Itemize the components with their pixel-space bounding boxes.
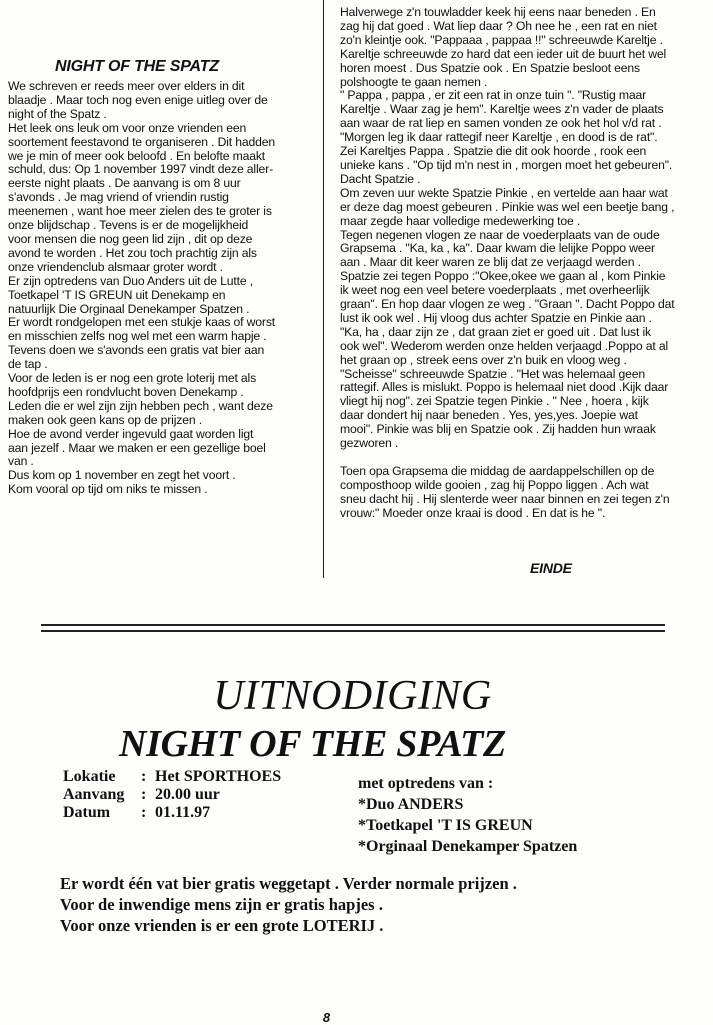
invitation-subtitle: NIGHT OF THE SPATZ bbox=[119, 723, 506, 765]
performer-item: *Toetkapel 'T IS GREUN bbox=[358, 817, 533, 834]
article-paragraph: Hoe de avond verder ingevuld gaat worden ligt aan jezelf . Maar we maken er een gezellige boel van . bbox=[8, 426, 266, 469]
article-paragraph: Kom vooral op tijd om niks te missen . bbox=[8, 482, 208, 497]
article-paragraph: Leden die er wel zijn zijn hebben pech , want deze maken ook geen kans op de prijzen . bbox=[8, 398, 273, 427]
detail-row bbox=[63, 768, 281, 786]
detail-row bbox=[63, 786, 281, 804]
story-paragraph: Toen opa Grapsema die middag de aardappelschillen op de composthoop wilde gooien , zag hij Poppo liggen . Ach wat sneu dacht hij . Hij slenterde weer naar binnen en zei tegen z'n vrouw:" Moeder onze kraai is dood . En dat is he ". bbox=[340, 464, 670, 520]
statement-line: Voor onze vrienden is er een grote LOTERIJ . bbox=[60, 916, 384, 935]
performers-block bbox=[358, 775, 577, 856]
story-paragraph: Om zeven uur wekte Spatzie Pinkie , en vertelde aan haar wat er deze dag moest gebeuren . Pinkie was wel een beetje bang , maar zegde haar volledige medewerking toe . bbox=[340, 185, 675, 228]
article-paragraph: Er wordt rondgelopen met een stukje kaas of worst en misschien zelfs nog wel met een warm hapje . bbox=[8, 315, 276, 344]
detail-label: Lokatie bbox=[63, 768, 116, 785]
section-divider-top bbox=[41, 624, 665, 626]
story-paragraph: " Pappa , pappa , er zit een rat in onze tuin ". "Rustig maar Kareltje . Waar zag je hem". Kareltje wees z'n vader de plaats aan waar de rat liep en samen vonden ze ook het hol v/d rat . "Morgen leg ik daar rattegif neer Kareltje , en dood is de rat". Zei Kareltjes Pappa . Spatzie die dit ook hoorde , rook een unieke kans . "Op tijd m'n nest in , morgen moet het gebeuren". Dacht Spatzie . bbox=[340, 88, 673, 186]
article-paragraph: We schreven er reeds meer over elders in dit blaadje . Maar toch nog even enige uitleg over de night of the Spatz . bbox=[8, 79, 268, 121]
performer-item: *Orginaal Denekamper Spatzen bbox=[358, 838, 578, 855]
story-end: EINDE bbox=[530, 560, 572, 576]
detail-value: 01.11.97 bbox=[155, 804, 211, 821]
detail-value: Het SPORTHOES bbox=[155, 768, 282, 785]
page-number: 8 bbox=[322, 1010, 331, 1025]
detail-colon: : bbox=[141, 786, 147, 803]
article-paragraph: Tevens doen we s'avonds een gratis vat bier aan de tap . bbox=[8, 343, 265, 372]
story-paragraph: Tegen negenen vlogen ze naar de voederplaats van de oude Grapsema . "Ka, ka , ka". Daar kwam die lelijke Poppo weer aan . Maar dit keer waren ze blij dat ze verjaagd werden . Spatzie zei tegen Poppo :"Okee,okee we gaan al , kom Pinkie ik weet nog een veel betere voederplaats , met overheerlijk graan". En hop daar vlogen ze weg . "Graan ". Dacht Poppo dat lust ik ook wel . Hij vloog dus achter Spatzie en Pinkie aan . bbox=[340, 227, 675, 325]
story-paragraph: "Ka, ha , daar zijn ze , dat graan ziet er goed uit . Dat lust ik ook wel". Wederom werden onze helden verjaagd .Poppo at al het graan op , streek eens over z'n buik en vloog weg . bbox=[340, 324, 669, 367]
article-title: NIGHT OF THE SPATZ bbox=[55, 58, 219, 75]
performers-heading: met optredens van : bbox=[358, 775, 494, 792]
article-paragraph: Voor de leden is er nog een grote loterij met als hoofdprijs een rondvlucht boven Denekamp . bbox=[8, 371, 257, 399]
column-divider bbox=[323, 0, 324, 578]
invitation-title: UITNODIGING bbox=[213, 673, 492, 719]
detail-row bbox=[63, 804, 281, 822]
detail-label: Aanvang bbox=[63, 786, 125, 803]
detail-colon: : bbox=[141, 768, 147, 785]
statement-line: Voor de inwendige mens zijn er gratis hapjes . bbox=[60, 895, 383, 914]
story-paragraph: "Scheisse" schreeuwde Spatzie . "Het was helemaal geen rattegif. Alles is mislukt. Poppo is helemaal niet dood .Kijk daar vliegt hij nog". zei Spatzie tegen Pinkie . " Nee , hoera , kijk daar dondert hij naar beneden . Yes, yes,yes. Joepie wat mooi". Pinkie was blij en Spatzie ook . Zij hadden hun wraak gezworen . bbox=[340, 366, 669, 451]
section-divider-bottom bbox=[41, 630, 665, 632]
event-details bbox=[63, 768, 281, 822]
detail-label: Datum bbox=[63, 804, 111, 821]
detail-colon: : bbox=[141, 804, 147, 821]
performer-item: *Duo ANDERS bbox=[358, 796, 464, 813]
story-paragraph: Halverwege z'n touwladder keek hij eens naar beneden . En zag hij dat goed . Wat liep daar ? Oh nee he , een rat en niet zo'n kleintje ook. "Pappaaa , pappaa !!" schreeuwde Kareltje . Kareltje schreeuwde zo hard dat een ieder uit de buurt het wel horen moest . Dus Spatzie ook . En Spatzie besloot eens polshoogte te gaan nemen . bbox=[340, 5, 667, 89]
article-body bbox=[8, 80, 310, 497]
statement-line: Er wordt één vat bier gratis weggetapt . Verder normale prijzen . bbox=[60, 874, 517, 893]
detail-value: 20.00 uur bbox=[155, 786, 220, 803]
article-paragraph: Er zijn optredens van Duo Anders uit de Lutte , Toetkapel 'T IS GREUN uit Denekamp en natuurlijk Die Orginaal Denekamper Spatzen . bbox=[8, 273, 253, 316]
invitation-statements bbox=[60, 873, 517, 936]
story-body bbox=[340, 6, 706, 521]
article-paragraph: Dus kom op 1 november en zegt het voort . bbox=[8, 468, 236, 483]
article-paragraph: Het leek ons leuk om voor onze vrienden een soortement feestavond te organiseren . Dit hadden we je min of meer ook beloofd . En belofte maakt schuld, dus: Op 1 november 1997 vindt deze aller- eerste night plaats . De aanvang is om 8 uur s'avonds . Je mag vriend of vriendin rustig meenemen , want hoe meer zielen des te groter is onze blijdschap . Tevens is er de mogelijkheid voor mensen die nog geen lid zijn , dit op deze avond te worden . Het zou toch prachtig zijn als onze vriendenclub alsmaar groter wordt . bbox=[8, 120, 276, 274]
